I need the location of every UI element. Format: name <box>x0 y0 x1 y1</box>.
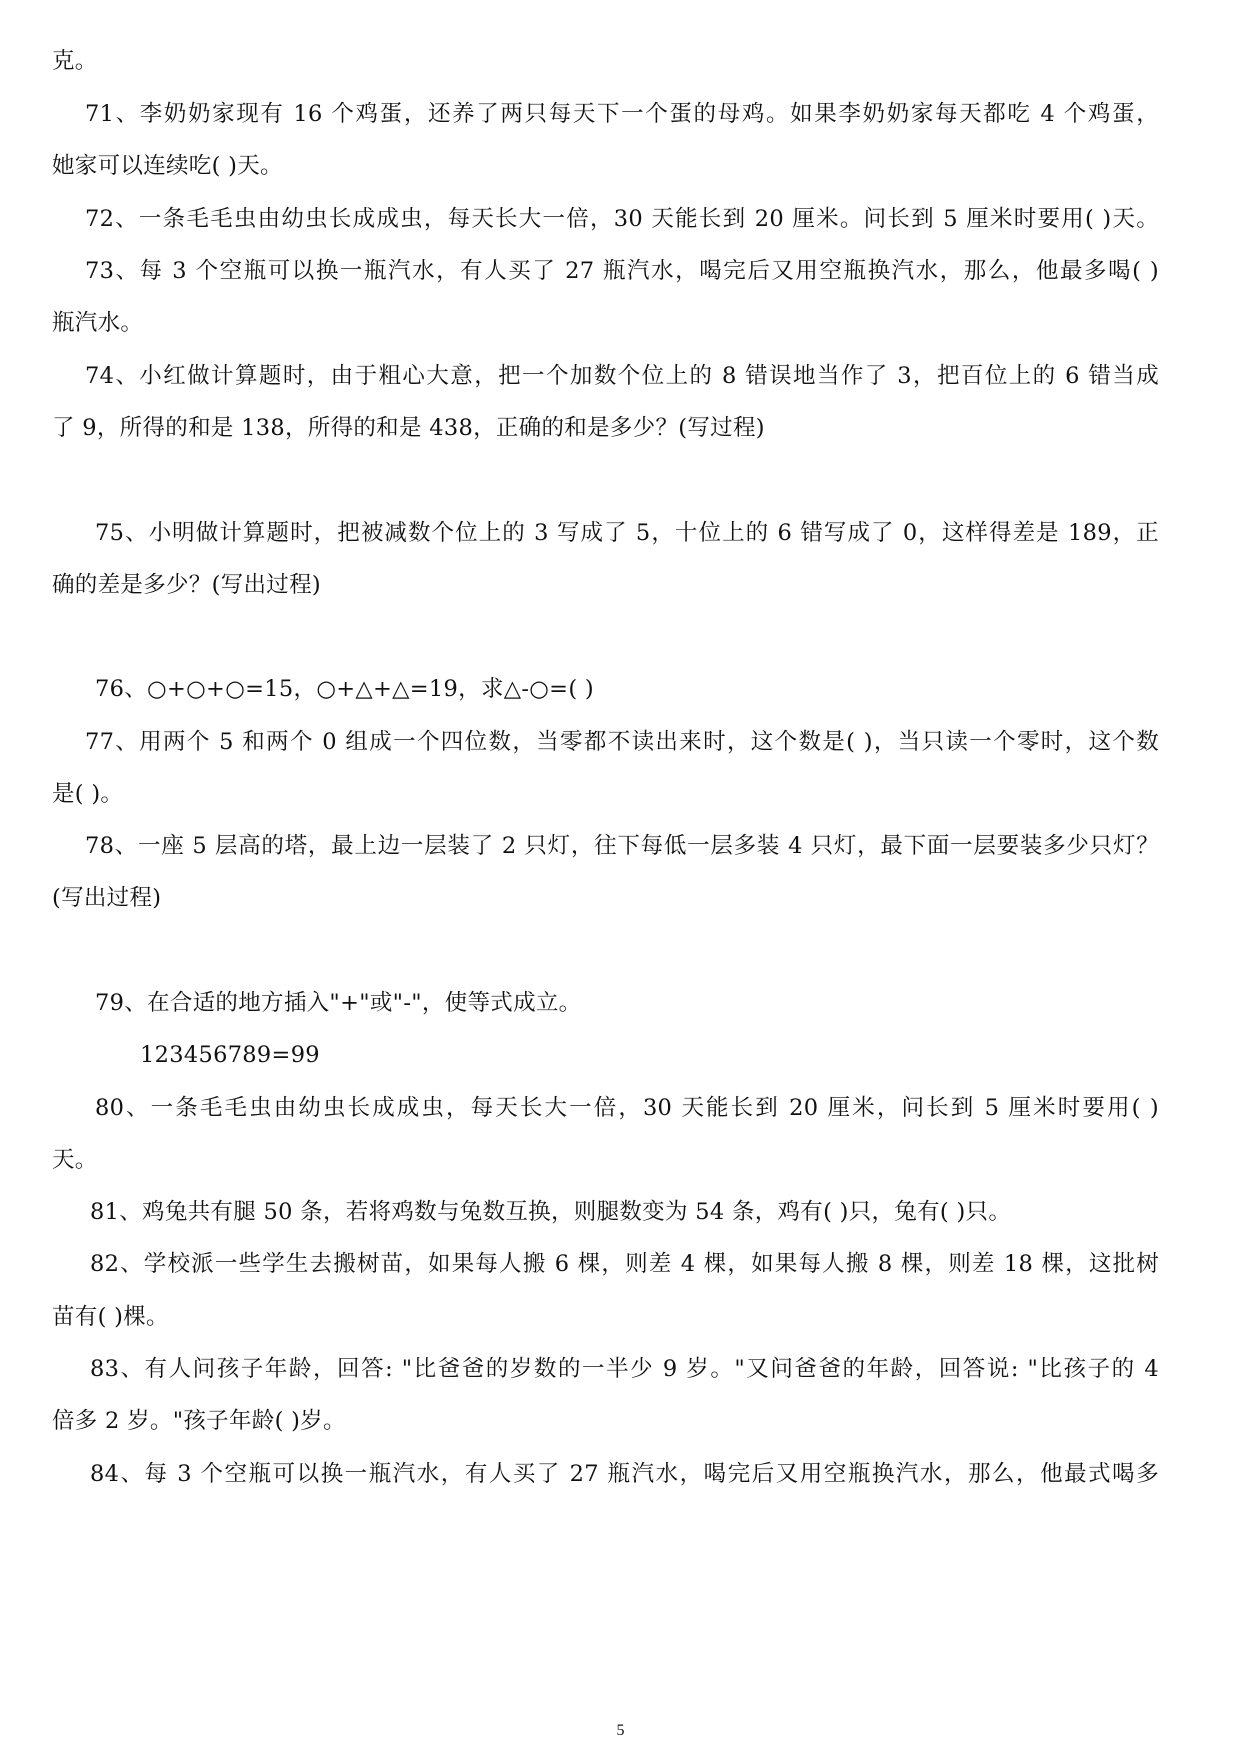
question-78-line-2: (写出过程) <box>52 885 162 911</box>
question-71-line-1: 71、李奶奶家现有 16 个鸡蛋，还养了两只每天下一个蛋的母鸡。如果李奶奶家每天都吃 4 个鸡蛋， <box>85 101 1159 127</box>
question-71-line-2: 她家可以连续吃( )天。 <box>52 153 283 179</box>
question-74-line-2: 了 9，所得的和是 138，所得的和是 438，正确的和是多少？(写过程) <box>52 415 765 441</box>
question-80-line-1: 80、一条毛毛虫由幼虫长成成虫，每天长大一倍，30 天能长到 20 厘米，问长到 5 厘米时要用( ) <box>95 1095 1159 1121</box>
question-77-line-1: 77、用两个 5 和两个 0 组成一个四位数，当零都不读出来时，这个数是( )，当只读一个零时，这个数 <box>85 729 1159 755</box>
question-75-line-2: 确的差是多少？(写出过程) <box>52 572 321 598</box>
question-74-line-1: 74、小红做计算题时，由于粗心大意，把一个加数个位上的 8 错误地当作了 3，把百位上的 6 错当成 <box>85 363 1159 389</box>
question-73-line-1: 73、每 3 个空瓶可以换一瓶汽水，有人买了 27 瓶汽水，喝完后又用空瓶换汽水，那么，他最多喝( ) <box>85 258 1159 284</box>
question-83-line-2: 倍多 2 岁。"孩子年龄( )岁。 <box>52 1408 346 1434</box>
question-79: 79、在合适的地方插入"+"或"-"，使等式成立。 <box>95 990 582 1016</box>
question-75-line-1: 75、小明做计算题时，把被减数个位上的 3 写成了 5，十位上的 6 错写成了 0，这样得差是 189，正 <box>95 520 1159 546</box>
question-81: 81、鸡兔共有腿 50 条，若将鸡数与兔数互换，则腿数变为 54 条，鸡有( )只，兔有( )只。 <box>90 1199 1012 1225</box>
question-72: 72、一条毛毛虫由幼虫长成成虫，每天长大一倍，30 天能长到 20 厘米。问长到 5 厘米时要用( )天。 <box>85 206 1159 232</box>
question-73-line-2: 瓶汽水。 <box>52 310 144 336</box>
question-79-equation: 123456789=99 <box>140 1042 320 1068</box>
page-number: 5 <box>616 1722 625 1739</box>
question-82-line-1: 82、学校派一些学生去搬树苗，如果每人搬 6 棵，则差 4 棵，如果每人搬 8 棵，则差 18 棵，这批树 <box>90 1251 1159 1277</box>
question-77-line-2: 是( )。 <box>52 781 124 807</box>
question-80-line-2: 天。 <box>52 1147 98 1173</box>
text-line: 克。 <box>52 48 98 74</box>
question-82-line-2: 苗有( )棵。 <box>52 1304 169 1330</box>
question-76: 76、○+○+○=15，○+△+△=19，求△-○=( ) <box>95 676 594 702</box>
question-84-line-1: 84、每 3 个空瓶可以换一瓶汽水，有人买了 27 瓶汽水，喝完后又用空瓶换汽水，那么，他最式喝多 <box>90 1461 1159 1487</box>
question-83-line-1: 83、有人问孩子年龄，回答: "比爸爸的岁数的一半少 9 岁。"又问爸爸的年龄，回答说: "比孩子的 4 <box>90 1356 1159 1382</box>
question-78-line-1: 78、一座 5 层高的塔，最上边一层装了 2 只灯，往下每低一层多装 4 只灯，最下面一层要装多少只灯？ <box>85 833 1159 859</box>
